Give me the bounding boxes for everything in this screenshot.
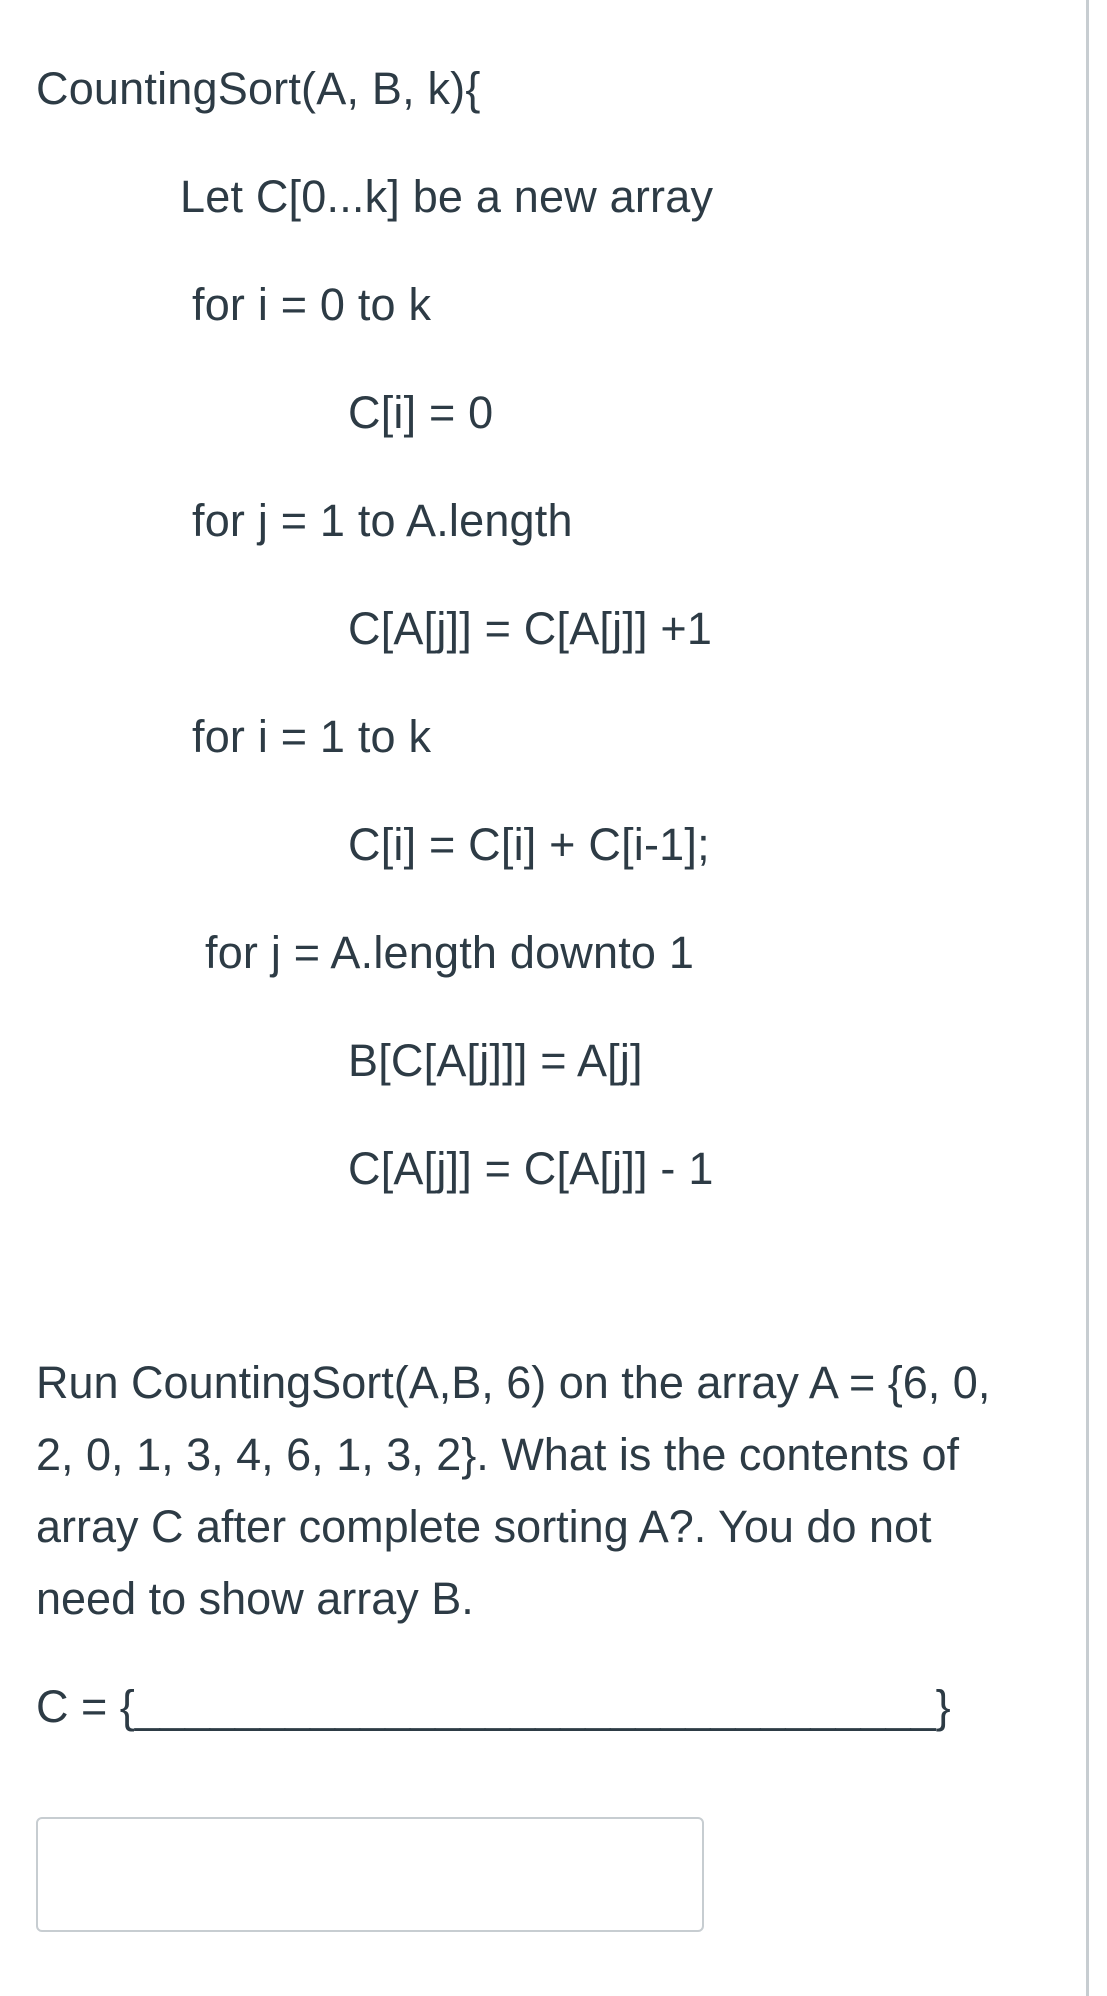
code-line-declare-array: Let C[0...k] be a new array [180,171,714,222]
code-line-loop-place: for j = A.length downto 1 [205,927,695,978]
code-line-loop-count: for j = 1 to A.length [192,495,573,546]
code-line-place-body: B[C[A[j]]] = A[j] [348,1035,643,1086]
content-right-border [1086,0,1089,1996]
code-line-loop-prefix: for i = 1 to k [192,711,432,762]
code-line-count-body: C[A[j]] = C[A[j]] +1 [348,603,713,654]
code-line-loop-init: for i = 0 to k [192,279,432,330]
code-line-init-body: C[i] = 0 [348,387,494,438]
code-line-signature: CountingSort(A, B, k){ [36,63,481,114]
question-text: Run CountingSort(A,B, 6) on the array A = {6, 0, 2, 0, 1, 3, 4, 6, 1, 3, 2}. What is the contents of array C after complete sorting A?. You do not need to show array B. [36,1357,991,1624]
code-line-prefix-body: C[i] = C[i] + C[i-1]; [348,819,710,870]
code-line-decrement-body: C[A[j]] = C[A[j]] - 1 [348,1143,714,1194]
answer-blank-line: C = {________________________________} [36,1681,951,1732]
answer-input[interactable] [36,1817,704,1932]
